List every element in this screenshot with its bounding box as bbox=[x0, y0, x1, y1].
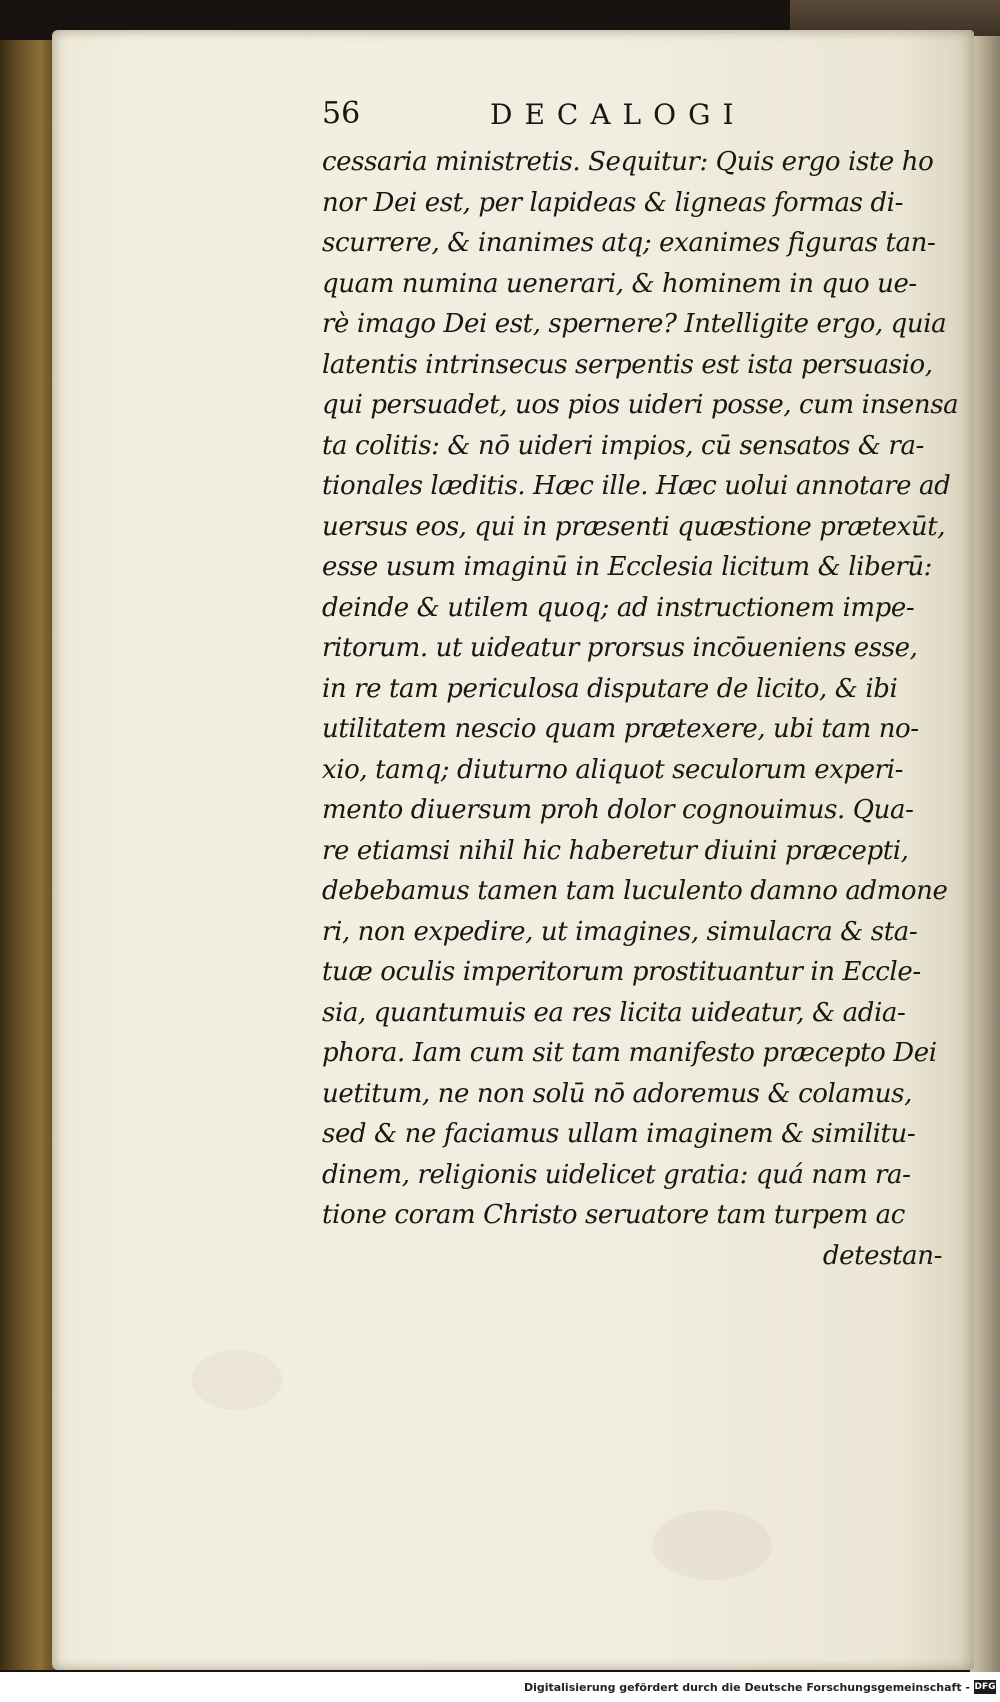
text-line: mento diuersum proh dolor cognouimus. Qua- bbox=[322, 795, 914, 825]
text-line: qui persuadet, uos pios uideri posse, cum insensa bbox=[322, 390, 959, 420]
text-line: phora. Iam cum sit tam manifesto præcepto Dei bbox=[322, 1038, 937, 1068]
text-line: sed & ne faciamus ullam imaginem & similitu- bbox=[322, 1119, 916, 1149]
text-line: latentis intrinsecus serpentis est ista persuasio, bbox=[322, 349, 933, 380]
running-head: DECALOGI bbox=[490, 98, 746, 131]
text-line: quam numina uenerari, & hominem in quo ue- bbox=[322, 268, 917, 299]
catchword: detestan- bbox=[822, 1240, 942, 1271]
text-line: re etiamsi nihil hic haberetur diuini præcepti, bbox=[322, 835, 909, 866]
text-line: ta colitis: & nō uideri impios, cū sensatos & ra- bbox=[322, 430, 924, 461]
paper-stain bbox=[652, 1510, 772, 1580]
text-line: debebamus tamen tam luculento damno admone bbox=[322, 876, 948, 906]
body-text bbox=[322, 142, 959, 1276]
paper-stain bbox=[192, 1350, 282, 1410]
text-line: uetitum, ne non solū nō adoremus & colamus, bbox=[322, 1078, 912, 1109]
text-line: xio, tamq; diuturno aliquot seculorum experi- bbox=[322, 754, 904, 785]
text-line: deinde & utilem quoq; ad instructionem impe- bbox=[322, 592, 915, 623]
text-line: cessaria ministretis. Sequitur: Quis ergo iste ho bbox=[322, 147, 934, 177]
text-line: rè imago Dei est, spernere? Intelligite ergo, quia bbox=[322, 309, 947, 339]
text-line: in re tam periculosa disputare de licito, & ibi bbox=[322, 673, 898, 704]
funding-credit: Digitalisierung gefördert durch die Deutsche Forschungsgemeinschaft - bbox=[523, 1681, 970, 1694]
book-binding-edge bbox=[0, 40, 58, 1670]
text-line: utilitatem nescio quam prætexere, ubi tam no- bbox=[322, 714, 919, 744]
page-number: 56 bbox=[322, 96, 361, 131]
page-edges-right bbox=[970, 36, 1000, 1672]
page-header bbox=[322, 96, 932, 140]
text-line: sia, quantumuis ea res licita uideatur, & adia- bbox=[322, 997, 906, 1028]
text-line: tionales læditis. Hæc ille. Hæc uolui annotare ad bbox=[322, 471, 951, 501]
text-line: dinem, religionis uidelicet gratia: quá nam ra- bbox=[322, 1159, 911, 1190]
text-line: uersus eos, qui in præsenti quæstione prætexūt, bbox=[322, 511, 946, 542]
text-line: tuæ oculis imperitorum prostituantur in Eccle- bbox=[322, 957, 921, 987]
text-line: ri, non expedire, ut imagines, simulacra & sta- bbox=[322, 916, 918, 947]
text-line: ritorum. ut uideatur prorsus incōueniens esse, bbox=[322, 633, 918, 663]
dfg-logo-icon: DFG bbox=[974, 1682, 996, 1692]
text-line: esse usum imaginū in Ecclesia licitum & liberū: bbox=[322, 552, 933, 582]
text-line: scurrere, & inanimes atq; exanimes figuras tan- bbox=[322, 228, 936, 258]
text-line: nor Dei est, per lapideas & ligneas formas di- bbox=[322, 187, 903, 218]
text-line: tione coram Christo seruatore tam turpem ac bbox=[322, 1200, 905, 1230]
